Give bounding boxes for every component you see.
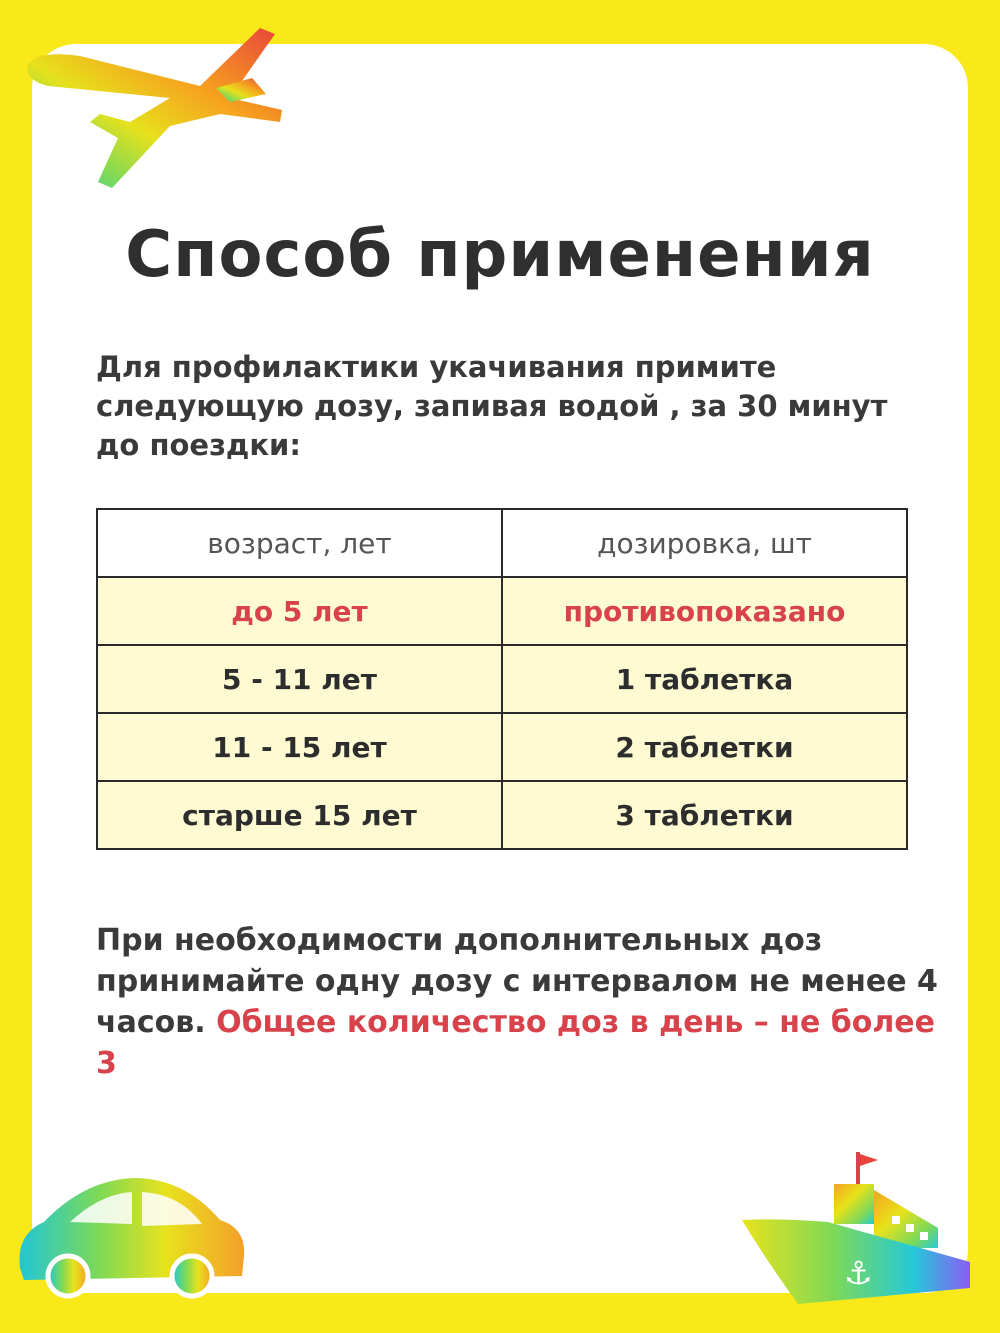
dose-cell: противопоказано	[502, 577, 907, 645]
table-row	[97, 577, 907, 645]
dose-cell: 1 таблетка	[502, 645, 907, 713]
airplane-icon	[20, 22, 290, 192]
table-row	[97, 645, 907, 713]
dose-cell: 2 таблетки	[502, 713, 907, 781]
header-dose: дозировка, шт	[502, 509, 907, 577]
age-cell: 5 - 11 лет	[97, 645, 502, 713]
dose-cell: 3 таблетки	[502, 781, 907, 849]
car-icon	[14, 1172, 250, 1302]
page-title: Способ применения	[125, 218, 875, 292]
ship-icon	[738, 1148, 978, 1314]
table-header-row	[97, 509, 907, 577]
note-highlight: Общее количество доз в день – не более 3	[96, 1005, 935, 1081]
table-row	[97, 713, 907, 781]
header-age: возраст, лет	[97, 509, 502, 577]
svg-text:⚓: ⚓	[844, 1254, 873, 1292]
table-row	[97, 781, 907, 849]
intro-text: Для профилактики укачивания примите следующую дозу, запивая водой , за 30 минут до поездки:	[96, 350, 888, 462]
dosage-note	[96, 920, 956, 1084]
age-cell: 11 - 15 лет	[97, 713, 502, 781]
age-cell: до 5 лет	[97, 577, 502, 645]
age-cell: старше 15 лет	[97, 781, 502, 849]
dosage-table	[96, 508, 908, 850]
note-text: При необходимости дополнительных доз принимайте одну дозу с интервалом не менее 4 часов.	[96, 923, 938, 1040]
